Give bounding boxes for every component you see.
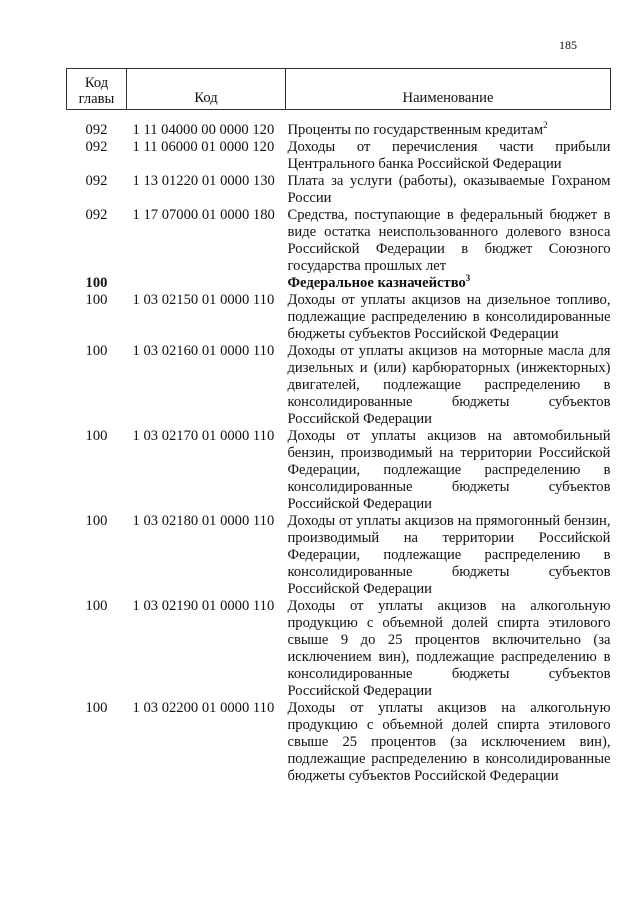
chapter-code-cell: 100 bbox=[85, 343, 108, 359]
footnote-marker: 2 bbox=[543, 120, 548, 131]
chapter-code-cell: 092 bbox=[85, 173, 108, 189]
name-text: Доходы от уплаты акцизов на прямогонный бензин, производимый на территории Российской Федерации, подлежащие распределению в консолидированные бюджеты субъектов Российской Федерации bbox=[287, 513, 611, 597]
table-row bbox=[67, 207, 611, 275]
table-row bbox=[67, 173, 611, 207]
chapter-code-cell: 100 bbox=[85, 275, 108, 291]
name-cell bbox=[286, 275, 611, 292]
page-number: 185 bbox=[559, 38, 577, 52]
table-row bbox=[67, 700, 611, 785]
name-text: Плата за услуги (работы), оказываемые Гохраном России bbox=[287, 173, 611, 206]
code-cell: 1 03 02190 01 0000 110 bbox=[132, 598, 275, 614]
code-cell: 1 03 02200 01 0000 110 bbox=[132, 700, 275, 716]
name-text: Проценты по государственным кредитам bbox=[287, 122, 544, 138]
name-cell bbox=[286, 292, 611, 343]
table-row bbox=[67, 343, 611, 428]
name-cell bbox=[286, 207, 611, 275]
chapter-code-cell: 100 bbox=[85, 428, 108, 444]
name-text: Федеральное казначейство bbox=[287, 275, 466, 291]
name-text: Доходы от перечисления части прибыли Центрального банка Российской Федерации bbox=[287, 139, 611, 172]
footnote-marker: 3 bbox=[465, 273, 471, 284]
table-row bbox=[67, 428, 611, 513]
name-cell bbox=[286, 513, 611, 598]
chapter-code-cell: 092 bbox=[85, 122, 108, 138]
table-row bbox=[67, 598, 611, 700]
header-chapter-code-line2: главы bbox=[78, 91, 115, 107]
name-text: Доходы от уплаты акцизов на алкогольную продукцию с объемной долей спирта этилового свыше 9 до 25 процентов включительно (за исключением вин), подлежащие распределению в консолидированные бюджеты субъектов Российской Федерации bbox=[287, 598, 611, 699]
name-cell bbox=[286, 110, 611, 140]
table-row bbox=[67, 275, 611, 292]
table-row bbox=[67, 513, 611, 598]
chapter-code-cell: 092 bbox=[85, 207, 108, 223]
code-cell bbox=[127, 275, 286, 292]
code-cell: 1 11 04000 00 0000 120 bbox=[132, 122, 275, 138]
name-cell bbox=[286, 139, 611, 173]
code-cell: 1 17 07000 01 0000 180 bbox=[132, 207, 275, 223]
code-cell: 1 03 02150 01 0000 110 bbox=[132, 292, 275, 308]
name-text: Доходы от уплаты акцизов на автомобильный бензин, производимый на территории Российской Федерации, подлежащие распределению в консолидированные бюджеты субъектов Российской Федерации bbox=[287, 428, 611, 512]
name-cell bbox=[286, 700, 611, 785]
name-cell bbox=[286, 343, 611, 428]
name-text: Доходы от уплаты акцизов на моторные масла для дизельных и (или) карбюраторных (инжекторных) двигателей, подлежащие распределению в консолидированные бюджеты субъектов Российской Федерации bbox=[287, 343, 611, 427]
code-cell: 1 13 01220 01 0000 130 bbox=[132, 173, 275, 189]
header-chapter-code bbox=[67, 69, 127, 110]
chapter-code-cell: 100 bbox=[85, 700, 108, 716]
name-text: Средства, поступающие в федеральный бюджет в виде остатка неиспользованного долевого взноса Российской Федерации в бюджет Союзного государства прошлых лет bbox=[287, 207, 611, 274]
name-cell bbox=[286, 428, 611, 513]
chapter-code-cell: 100 bbox=[85, 513, 108, 529]
table-row bbox=[67, 139, 611, 173]
name-text: Доходы от уплаты акцизов на алкогольную продукцию с объемной долей спирта этилового свыше 25 процентов (за исключением вин), подлежащие распределению в консолидированные бюджеты субъектов Российской Федерации bbox=[287, 700, 611, 784]
code-cell: 1 11 06000 01 0000 120 bbox=[132, 139, 275, 155]
table-row bbox=[67, 110, 611, 140]
chapter-code-cell: 100 bbox=[85, 598, 108, 614]
chapter-code-cell: 100 bbox=[85, 292, 108, 308]
chapter-code-cell: 092 bbox=[85, 139, 108, 155]
name-cell bbox=[286, 598, 611, 700]
table-header-row bbox=[67, 69, 611, 110]
header-chapter-code-line1: Код bbox=[84, 75, 109, 91]
name-cell bbox=[286, 173, 611, 207]
code-cell: 1 03 02160 01 0000 110 bbox=[132, 343, 275, 359]
revenue-codes-table bbox=[66, 68, 611, 785]
name-text: Доходы от уплаты акцизов на дизельное топливо, подлежащие распределению в консолидированные бюджеты субъектов Российской Федерации bbox=[287, 292, 611, 342]
table-body bbox=[67, 110, 611, 786]
header-name: Наименование bbox=[286, 69, 611, 110]
code-cell: 1 03 02170 01 0000 110 bbox=[132, 428, 275, 444]
code-cell: 1 03 02180 01 0000 110 bbox=[132, 513, 275, 529]
header-code: Код bbox=[127, 69, 286, 110]
table-row bbox=[67, 292, 611, 343]
